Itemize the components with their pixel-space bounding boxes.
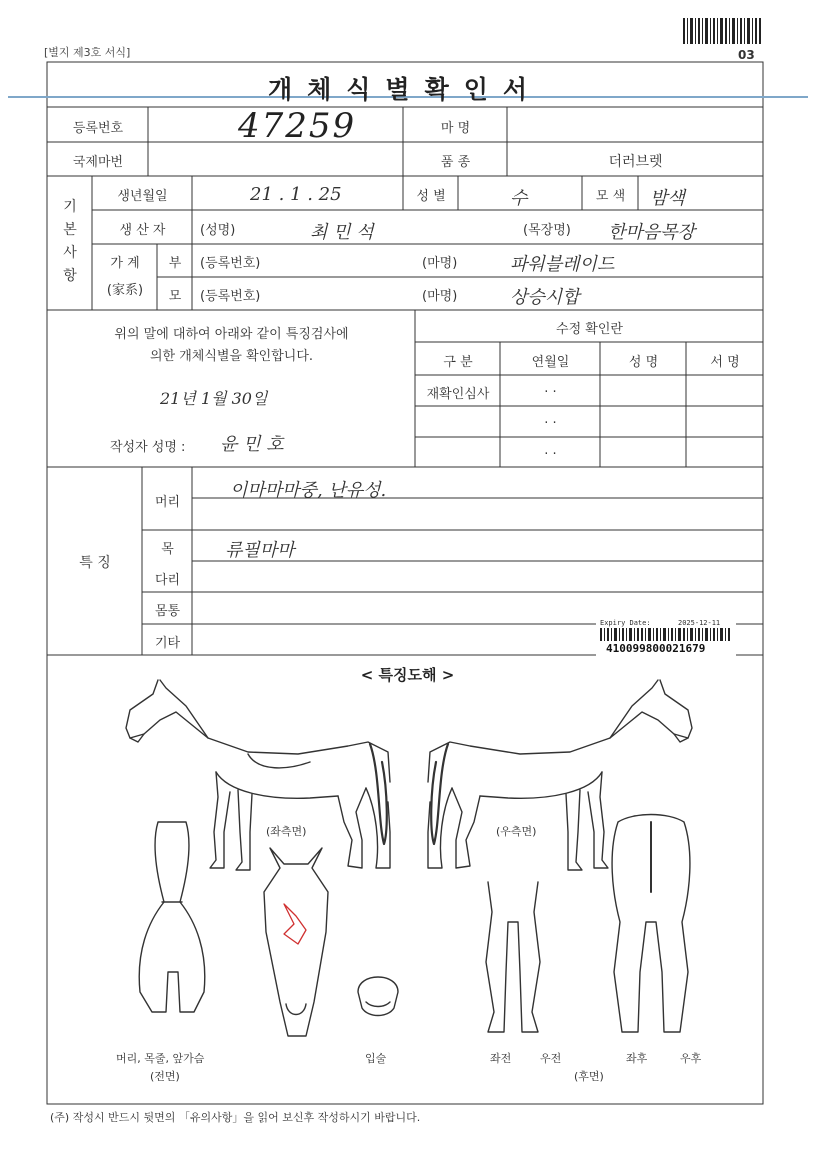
lips-label: 입술 [365, 1052, 387, 1065]
breed-value: 더러브렛 [608, 154, 663, 170]
sire-name-prefix: (마명) [422, 256, 458, 271]
hind-left-label: 좌후 [626, 1052, 648, 1065]
feature-row-body: 몸통 [154, 604, 181, 619]
feature-row-neck: 목 [161, 542, 174, 557]
front-view-label: (전면) [150, 1070, 180, 1083]
expiry-sticker [596, 618, 736, 658]
dam-label: 모 [168, 289, 182, 304]
expiry-value: 2025-12-11 [678, 619, 721, 627]
birth-value: 21 . 1 . 25 [250, 184, 342, 205]
diagram-title: < 특징도해 > [360, 666, 455, 684]
coat-label: 모 색 [595, 189, 626, 204]
intl-no-label: 국제마번 [72, 155, 124, 170]
farm-name-value: 한마음목장 [608, 222, 695, 243]
head-marking [284, 904, 306, 944]
features-section-label: 특 징 [79, 555, 111, 571]
footer-note: (주) 작성시 반드시 뒷면의 「유의사항」을 읽어 보신후 작성하시기 바랍니다. [50, 1111, 421, 1124]
farm-name-prefix: (목장명) [523, 223, 571, 238]
front-parts-label: 머리, 목줄, 앞가슴 [116, 1052, 205, 1065]
revision-header-signature: 서 명 [710, 355, 740, 370]
writer-value: 윤 민 호 [220, 434, 284, 455]
basic-info-section-label: 기 본 사 항 [63, 199, 77, 284]
sticker-barcode [600, 628, 732, 641]
revision-row1-date: . . [544, 381, 557, 396]
producer-name-prefix: (성명) [200, 223, 236, 238]
dam-name-value: 상승시합 [510, 287, 580, 308]
revision-title: 수정 확인란 [556, 322, 623, 337]
horse-diagram [48, 672, 768, 1104]
sticker-code: 410099800021679 [606, 642, 706, 655]
revision-row2-date: . . [544, 412, 557, 427]
horse-rear-view-drawing [612, 815, 690, 1033]
horse-left-side-drawing [126, 680, 390, 870]
statement-line-2: 의한 개체식별을 확인합니다. [149, 349, 314, 364]
coat-value: 밤색 [650, 188, 685, 209]
revision-header-date: 연월일 [531, 355, 570, 370]
reg-no-value: 47259 [238, 106, 357, 146]
dam-reg-prefix: (등록번호) [200, 289, 261, 304]
hind-right-label: 우후 [680, 1052, 702, 1065]
horse-front-legs-drawing [486, 882, 540, 1032]
pedigree-hanja: (家系) [106, 283, 144, 298]
writer-label: 작성자 성명 : [110, 440, 186, 455]
revision-header-category: 구 분 [443, 355, 473, 370]
horse-name-label: 마 명 [440, 121, 471, 136]
producer-name-value: 최 민 석 [310, 222, 374, 243]
revision-row3-date: . . [544, 443, 557, 458]
horse-lips-drawing [358, 977, 398, 1016]
statement-line-1: 위의 말에 대하여 아래와 같이 특징검사에 [114, 327, 349, 342]
left-side-label: (좌측면) [266, 825, 307, 838]
sire-name-value: 파워블레이드 [510, 254, 615, 275]
feature-neck-value: 류필마마 [225, 540, 295, 561]
revision-row1-label: 재확인심사 [426, 387, 490, 402]
feature-row-legs: 다리 [154, 573, 181, 588]
pedigree-label: 가 계 [110, 256, 140, 271]
front-left-label: 좌전 [490, 1052, 512, 1065]
horse-front-view-drawing [139, 822, 205, 1012]
birth-label: 생년월일 [117, 189, 168, 204]
revision-header-name: 성 명 [628, 355, 659, 370]
right-side-label: (우측면) [496, 825, 537, 838]
sire-label: 부 [168, 256, 182, 271]
expiry-label: Expiry Date: [600, 619, 651, 627]
document-title: 개체식별확인서 [267, 75, 543, 104]
feature-head-value: 이마마마중, 난유성. [230, 480, 387, 501]
horse-right-side-drawing [428, 680, 692, 870]
producer-label: 생 산 자 [119, 223, 166, 238]
sex-value: 수 [510, 188, 528, 209]
dam-name-prefix: (마명) [422, 289, 458, 304]
sire-reg-prefix: (등록번호) [200, 256, 261, 271]
rear-view-label: (후면) [574, 1070, 604, 1083]
confirmation-date: 21년 1월 30일 [160, 389, 268, 408]
front-right-label: 우전 [540, 1052, 562, 1065]
feature-row-other: 기타 [154, 636, 181, 651]
reg-no-label: 등록번호 [72, 121, 124, 136]
form-number: [별지 제3호 서식] [44, 46, 131, 59]
breed-label: 품 종 [440, 155, 471, 170]
feature-row-head: 머리 [154, 495, 181, 510]
sex-label: 성 별 [416, 189, 446, 204]
page-number: 03 [738, 48, 755, 62]
